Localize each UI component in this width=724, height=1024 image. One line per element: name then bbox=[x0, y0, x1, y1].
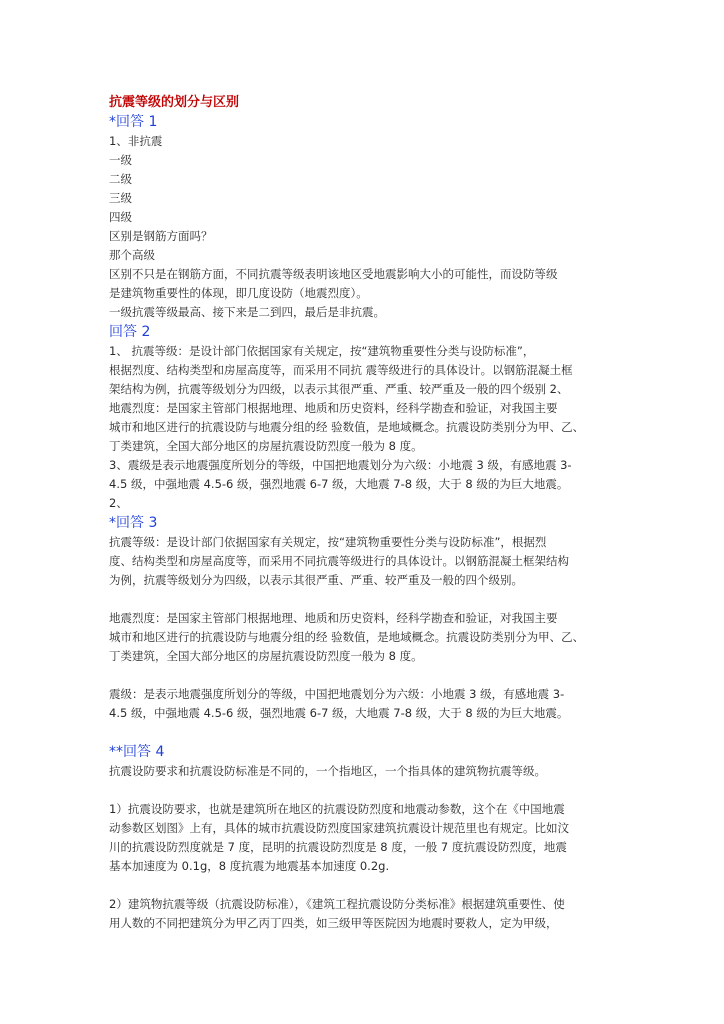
answer-1-body bbox=[109, 132, 619, 322]
document-content bbox=[109, 93, 619, 933]
paragraph-line: 架结构为例，抗震等级划分为四级，以表示其很严重、严重、较严重及一般的四个级别 2、 bbox=[109, 382, 569, 396]
paragraph-line: 4.5 级，中强地震 4.5-6 级，强烈地震 6-7 级，大地震 7-8 级，大于 8 级的为巨大地震。 bbox=[109, 477, 569, 491]
paragraph-line: 丁类建筑，全国大部分地区的房屋抗震设防烈度一般为 8 度。 bbox=[109, 439, 423, 453]
paragraph-line: 基本加速度为 0.1g，8 度抗震为地震基本加速度 0.2g. bbox=[109, 859, 390, 873]
paragraph-line: 一级 bbox=[109, 153, 132, 167]
paragraph-line: 2）建筑物抗震等级（抗震设防标准），《建筑工程抗震设防分类标准》根据建筑重要性、使 bbox=[109, 897, 565, 911]
paragraph-line: 城市和地区进行的抗震设防与地震分组的经 验数值，是地域概念。抗震设防类别分为甲、乙、 bbox=[109, 630, 585, 644]
paragraph-line: 为例，抗震等级划分为四级，以表示其很严重、严重、较严重及一般的四个级别。 bbox=[109, 573, 523, 587]
paragraph-line: 动参数区划图》上有，具体的城市抗震设防烈度国家建筑抗震设计规范里也有规定。比如汶 bbox=[109, 821, 569, 835]
paragraph-line: 度、结构类型和房屋高度等，而采用不同抗震等级进行的具体设计。以钢筋混凝土框架结构 bbox=[109, 554, 569, 568]
paragraph-line: 四级 bbox=[109, 210, 132, 224]
paragraph-line: 2、 bbox=[109, 496, 128, 510]
answer-3-heading: *回答 3 bbox=[109, 515, 158, 531]
paragraph-line bbox=[109, 590, 619, 609]
paragraph-line: 二级 bbox=[109, 172, 132, 186]
paragraph-line: 1、 抗震等级：是设计部门依据国家有关规定，按“建筑物重要性分类与设防标准”， bbox=[109, 344, 535, 358]
document-title: 抗震等级的划分与区别 bbox=[109, 95, 240, 110]
answer-2-heading: 回答 2 bbox=[109, 324, 151, 340]
paragraph-line: 1）抗震设防要求，也就是建筑所在地区的抗震设防烈度和地震动参数，这个在《中国地震 bbox=[109, 802, 565, 816]
answer-2-body bbox=[109, 342, 619, 513]
paragraph-line: 丁类建筑，全国大部分地区的房屋抗震设防烈度一般为 8 度。 bbox=[109, 649, 423, 663]
paragraph-line: 地震烈度：是国家主管部门根据地理、地质和历史资料，经科学勘查和验证，对我国主要 bbox=[109, 611, 558, 625]
paragraph-line bbox=[109, 781, 619, 800]
paragraph-line: 城市和地区进行的抗震设防与地震分组的经 验数值，是地域概念。抗震设防类别分为甲、乙、 bbox=[109, 420, 585, 434]
paragraph-line: 根据烈度、结构类型和房屋高度等，而采用不同抗 震等级进行的具体设计。以钢筋混凝土框 bbox=[109, 363, 573, 377]
paragraph-line bbox=[109, 666, 619, 685]
answer-1-heading: *回答 1 bbox=[109, 114, 158, 130]
answer-4-heading bbox=[109, 742, 619, 762]
paragraph-line: 三级 bbox=[109, 191, 132, 205]
answer-4-heading-text: *回答 4 bbox=[116, 744, 165, 760]
paragraph-line: 川的抗震设防烈度就是 7 度，昆明的抗震设防烈度是 8 度，一般 7 度抗震设防烈度，地震 bbox=[109, 840, 567, 854]
answer-4-heading-prefix: * bbox=[109, 744, 116, 760]
paragraph-line: 用人数的不同把建筑分为甲乙丙丁四类，如三级甲等医院因为地震时要救人，定为甲级， bbox=[109, 916, 558, 930]
paragraph-line bbox=[109, 723, 619, 742]
paragraph-line: 地震烈度：是国家主管部门根据地理、地质和历史资料，经科学勘查和验证，对我国主要 bbox=[109, 401, 558, 415]
paragraph-line: 震级：是表示地震强度所划分的等级，中国把地震划分为六级：小地震 3 级，有感地震 3- bbox=[109, 687, 565, 701]
paragraph-line: 3、震级是表示地震强度所划分的等级，中国把地震划分为六级：小地震 3 级，有感地震 3- bbox=[109, 458, 572, 472]
paragraph-line: 1、非抗震 bbox=[109, 134, 163, 148]
paragraph-line bbox=[109, 876, 619, 895]
paragraph-line: 抗震等级：是设计部门依据国家有关规定，按“建筑物重要性分类与设防标准”，根据烈 bbox=[109, 535, 547, 549]
paragraph-line: 是建筑物重要性的体现，即几度设防（地震烈度）。 bbox=[109, 286, 368, 300]
paragraph-line: 区别是钢筋方面吗？ bbox=[109, 229, 213, 243]
paragraph-line: 抗震设防要求和抗震设防标准是不同的，一个指地区，一个指具体的建筑物抗震等级。 bbox=[109, 764, 546, 778]
paragraph-line: 那个高级 bbox=[109, 248, 155, 262]
answer-4-body bbox=[109, 762, 619, 933]
answer-3-body bbox=[109, 533, 619, 742]
paragraph-line: 一级抗震等级最高、接下来是二到四，最后是非抗震。 bbox=[109, 305, 385, 319]
paragraph-line: 区别不只是在钢筋方面，不同抗震等级表明该地区受地震影响大小的可能性，而设防等级 bbox=[109, 267, 558, 281]
paragraph-line: 4.5 级，中强地震 4.5-6 级，强烈地震 6-7 级，大地震 7-8 级，大于 8 级的为巨大地震。 bbox=[109, 706, 569, 720]
